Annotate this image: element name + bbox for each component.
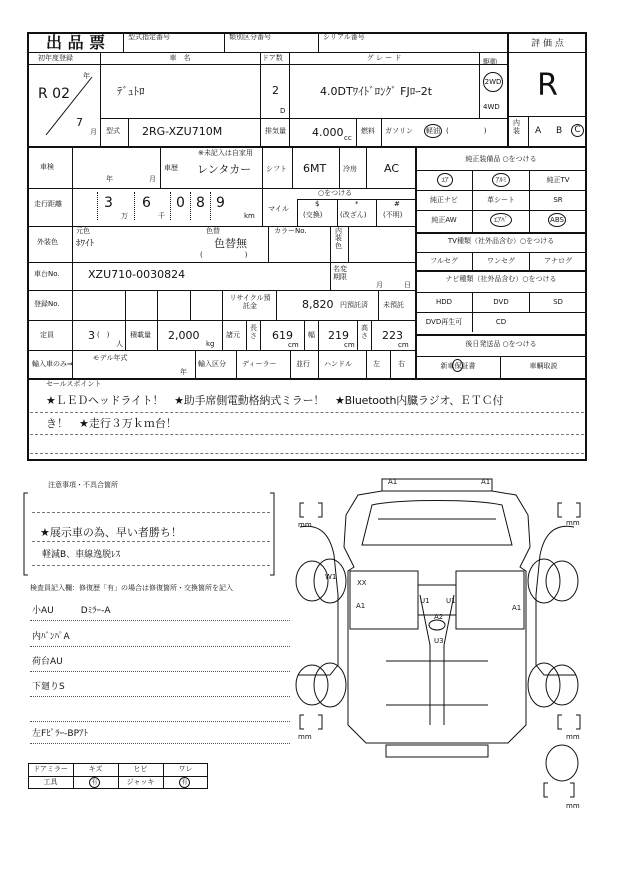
diag-u1b: U1: [446, 597, 456, 605]
name-change-month-unit: 月: [376, 281, 383, 289]
width: 219: [328, 329, 349, 342]
score-label: 評 価 点: [531, 39, 564, 49]
recycle-label: リサイクル預託金: [229, 294, 271, 311]
cc-unit: cc: [344, 134, 352, 142]
import-class-label: 輸入区分: [198, 360, 226, 368]
fuel-gasoline: ガソリン: [385, 127, 413, 135]
equip-abs: ABS: [548, 213, 566, 227]
inspector-line6: 左Fﾋﾟﾗｰ-BPｱﾄ: [32, 729, 89, 739]
sales-point-line2: き！ ★走行３万ｋｍ台！: [46, 417, 177, 430]
kg-unit: kg: [206, 340, 215, 348]
diag-mm-1: mm: [298, 521, 312, 529]
equip-tv: 純正TV: [546, 176, 570, 184]
equip-airbag: ｴｱﾊﾞ: [490, 213, 512, 227]
history-note: ※未記入は自家用: [198, 149, 253, 157]
mileage-d5: 9: [216, 195, 225, 211]
diag-a2: A2: [434, 613, 444, 621]
class-label: 類別区分番号: [229, 33, 271, 41]
tools-r1: 工具: [43, 778, 58, 786]
car-name-label: 車 名: [169, 54, 191, 62]
km-unit: km: [244, 212, 255, 220]
doors-suffix: D: [280, 107, 286, 115]
notes-line1: ★展示車の為、早い者勝ち！: [40, 526, 182, 539]
int-color-label: 内装色: [335, 227, 342, 250]
equip-leather: 革シート: [487, 196, 515, 204]
mileage-d3: 0: [176, 195, 185, 211]
diag-mm-4: mm: [566, 733, 580, 741]
chassis-label: 車台No.: [34, 270, 60, 278]
inspector-label: 検査員記入欄：修復歴「有」の場合は修復箇所・交換箇所を記入: [30, 584, 233, 592]
nav-sd: SD: [553, 298, 563, 306]
fuel-diesel: 軽油: [424, 124, 442, 138]
mileage-d1: 3: [104, 195, 113, 211]
model: 2RG-XZU710M: [142, 125, 223, 138]
nav-dvd: DVD: [493, 298, 509, 306]
shift-label: シフト: [266, 165, 287, 173]
exchange-label: (交換): [303, 211, 323, 219]
tools-h2: キズ: [88, 765, 103, 773]
inspector-line1: 小AU Dﾐﾗｰ-A: [32, 606, 111, 616]
interior-a: A: [535, 126, 542, 136]
first-reg-year: R 02: [38, 86, 70, 102]
capacity-label: 定員: [40, 331, 54, 339]
tv-oneseg: ワンセグ: [487, 257, 515, 265]
diag-mm-3: mm: [298, 733, 312, 741]
type-designation-label: 型式指定番号: [128, 33, 170, 41]
later-warranty-circle: [452, 359, 463, 372]
diag-xx: XX: [357, 579, 367, 587]
inspection-year-unit: 年: [106, 175, 113, 183]
unknown-label: (不明): [383, 211, 403, 219]
diag-u3: U3: [434, 637, 444, 645]
fuel-other-bracket: ( ): [446, 127, 487, 135]
mileage-d4: 8: [196, 195, 205, 211]
tools-r2: 有: [89, 777, 100, 788]
handle-label: ハンドル: [324, 360, 352, 368]
dealer: ディーラー: [242, 360, 277, 368]
inspector-line2: 内ﾊﾞﾝﾊﾟA: [32, 632, 70, 642]
first-reg-label: 初年度登録: [38, 54, 73, 62]
diag-a1-left: A1: [356, 602, 366, 610]
shift: 6MT: [303, 162, 327, 175]
diag-top-left: A1: [388, 478, 398, 486]
width-unit: cm: [344, 341, 355, 349]
inspector-line3: 荷台AU: [32, 657, 63, 667]
color-label: 外装色: [37, 238, 58, 246]
model-year-unit: 年: [180, 368, 187, 376]
chassis: XZU710-0030824: [88, 268, 186, 281]
equip-aircon: ｴｱ: [437, 173, 453, 187]
width-label: 幅: [308, 331, 315, 339]
tv-analog: アナログ: [544, 257, 572, 265]
car-name: ﾃﾞｭﾄﾛ: [117, 85, 145, 98]
tools-h4: ワレ: [178, 765, 193, 773]
recycle-deposited: 円預託済: [340, 301, 368, 309]
height-unit: cm: [398, 341, 409, 349]
sales-point-label: セールスポイント: [46, 380, 102, 388]
interior-b: B: [556, 126, 563, 136]
nav-label: ナビ種類（社外品含む）○をつける: [445, 275, 557, 283]
model-year-label: モデル年式: [92, 354, 128, 362]
player-cd: CD: [495, 318, 507, 326]
sales-point-line1: ★ＬＥＤヘッドライト！ ★助手席側電動格納式ミラー！ ★Bluetooth内臓ラジオ、ＥＴＣ付: [46, 394, 504, 407]
import-label: 輸入車のみ⇒: [32, 360, 73, 368]
dims-label: 諸元: [226, 331, 240, 339]
doors: 2: [272, 84, 279, 97]
drive-2wd: 2WD: [483, 72, 503, 92]
ac-label: 冷房: [343, 165, 357, 173]
mileage-d2: 6: [142, 195, 151, 211]
exchange-mark: $: [315, 200, 320, 208]
unknown-mark: #: [394, 200, 400, 208]
mileage-label: 走行距離: [34, 200, 62, 208]
equip-aw: 純正AW: [431, 216, 457, 224]
tamper-mark: *: [355, 200, 359, 208]
diag-a1-right: A1: [512, 604, 522, 612]
later-label: 後日発送品 ○をつける: [465, 340, 537, 348]
drive-4wd: 4WD: [483, 103, 500, 111]
tools-h1: ドアミラー: [33, 765, 68, 773]
paint-label: 色替: [206, 227, 220, 235]
load-label: 積載量: [130, 331, 151, 339]
interior-label: 内装: [513, 119, 520, 135]
name-change-label: 名変期限: [333, 265, 347, 281]
first-reg-month-unit: 月: [90, 128, 97, 136]
inspection-month-unit: 月: [149, 175, 156, 183]
person-unit: 人: [116, 340, 123, 348]
model-label: 型式: [106, 127, 120, 135]
later-manual: 車輌取説: [529, 362, 558, 370]
orig-color: ﾎﾜｲﾄ: [76, 239, 95, 249]
player-dvd: DVD再生可: [425, 318, 463, 326]
capacity: 3: [88, 329, 95, 342]
reg-label: 登録No.: [34, 300, 60, 308]
displacement-label: 排気量: [265, 127, 286, 135]
notes-label: 注意事項・不具合箇所: [48, 481, 118, 489]
serial-label: シリアル番号: [323, 33, 365, 41]
sen-unit: 千: [158, 212, 165, 220]
diag-mm-2: mm: [566, 519, 580, 527]
grade: 4.0DTﾜｲﾄﾞﾛﾝｸﾞ FJﾛｰ2t: [320, 85, 433, 98]
load: 2,000: [168, 329, 200, 342]
tv-label: TV種類（社外品含む）○をつける: [447, 237, 555, 245]
grade-label: グ レ ー ド: [366, 54, 402, 62]
tools-h3: ヒビ: [133, 765, 148, 773]
diag-mm-5: mm: [566, 802, 580, 810]
first-reg-year-unit: 年: [83, 72, 90, 80]
capacity-bracket: ( ): [97, 331, 110, 339]
interior-c: C: [571, 124, 584, 137]
recycle: 8,820: [302, 298, 334, 311]
score-value: R: [537, 68, 558, 103]
name-change-day-unit: 日: [404, 281, 411, 289]
later-warranty: 新車保証書: [440, 362, 476, 370]
equip-alloy: ｱﾙﾐ: [492, 173, 510, 187]
odometer-circle-note: ○をつける: [318, 189, 353, 197]
handle-left: 左: [373, 360, 380, 368]
genuine-label: 純正装備品 ○をつける: [465, 155, 537, 163]
mile-label: マイル: [268, 205, 289, 213]
inspection-label: 車検: [40, 163, 54, 171]
drive-label: 駆動: [483, 58, 497, 66]
paint-bracket: ( ): [200, 251, 248, 259]
doors-label: ドア数: [262, 54, 283, 62]
displacement: 4.000: [312, 126, 344, 139]
fuel-label: 燃料: [361, 127, 375, 135]
notes-line2: 軽減B、車線逸脱ﾚｽ: [42, 550, 121, 560]
height-label: 高さ: [361, 324, 368, 340]
diag-side: W1: [325, 573, 337, 581]
inspector-line4: 下廻りS: [32, 682, 65, 692]
man-unit: 万: [121, 212, 128, 220]
orig-color-label: 元色: [76, 227, 90, 235]
tools-r4: 有: [179, 777, 190, 788]
history-label: 車歴: [164, 164, 178, 172]
diag-top-right: A1: [481, 478, 491, 486]
first-reg-month: 7: [76, 116, 83, 129]
tools-r3: ジャッキ: [126, 778, 155, 786]
ac: AC: [384, 162, 400, 175]
recycle-pending: 未預託: [383, 301, 404, 309]
equip-sunroof: SR: [553, 196, 563, 204]
diag-u1a: U1: [420, 597, 430, 605]
parallel: 並行: [296, 360, 310, 368]
tv-fullseg: フルセグ: [430, 257, 458, 265]
height: 223: [382, 329, 403, 342]
length-label: 長さ: [250, 324, 257, 340]
length: 619: [272, 329, 293, 342]
color-no-label: カラーNo.: [274, 227, 307, 235]
paint: 色替無: [214, 237, 247, 250]
form-title: 出 品 票: [46, 33, 106, 52]
handle-right: 右: [398, 360, 405, 368]
length-unit: cm: [288, 341, 299, 349]
history: レンタカー: [197, 163, 252, 176]
tamper-label: (改ざん): [340, 211, 367, 219]
equip-nav: 純正ナビ: [430, 196, 458, 204]
nav-hdd: HDD: [435, 298, 453, 306]
